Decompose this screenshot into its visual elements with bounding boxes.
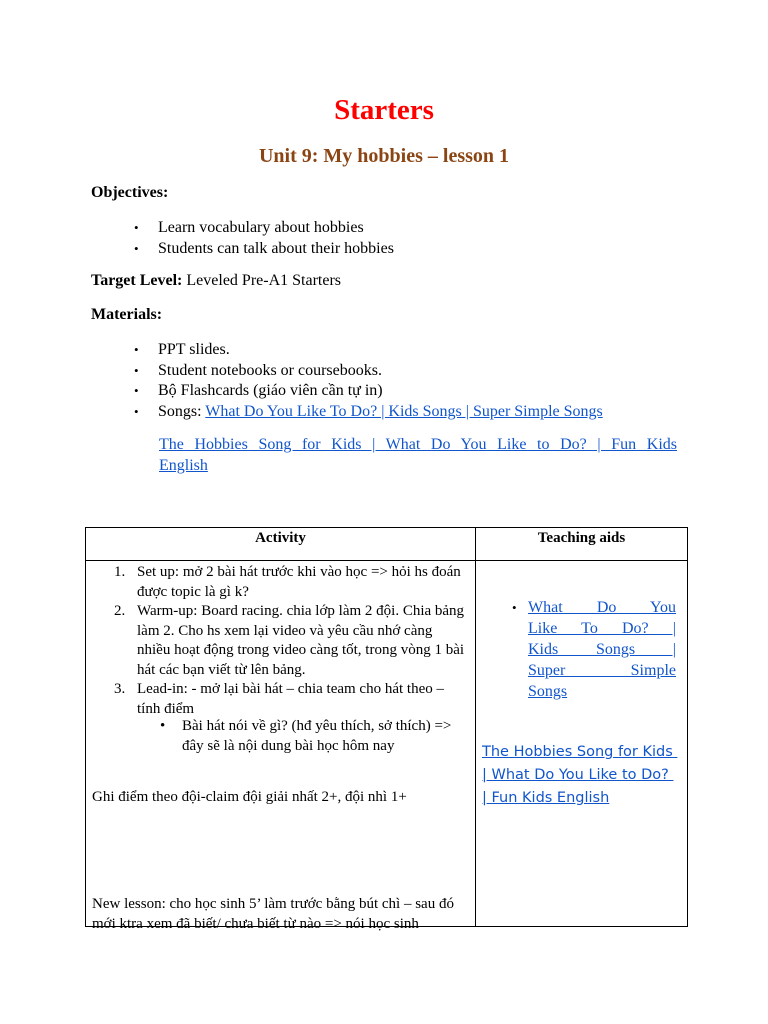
teaching-aids-cell — [476, 561, 688, 927]
materials-list — [134, 340, 603, 422]
step-number: 3. — [114, 681, 126, 697]
sub-bullet: • Bài hát nói về gì? (hđ yêu thích, sở thích) => đây sẽ là nội dung bài học hôm nay — [92, 717, 467, 756]
lesson-subtitle: Unit 9: My hobbies – lesson 1 — [258, 145, 510, 167]
aid-link-2[interactable] — [482, 741, 682, 810]
target-level-label: Target Level: — [91, 272, 183, 289]
aid-link-2-line: | What Do You Like to Do? — [482, 767, 674, 783]
aid-link-1[interactable] — [528, 597, 676, 702]
material-item-songs — [134, 402, 603, 423]
material-item: • Student notebooks or coursebooks. — [134, 361, 603, 382]
aid-link-2-line: | Fun Kids English — [482, 790, 610, 806]
target-level — [91, 272, 341, 290]
step-text: Warm-up: Board racing. chia lớp làm 2 đội. Chia bảng làm 2. Cho hs xem lại video và yêu cầu nhớ càng nhiều hoạt động trong video càng tốt, trong vòng 1 bài hát các bạn viết từ lên bảng. — [137, 603, 465, 678]
aid-link-2-line: The Hobbies Song for Kids — [482, 744, 678, 760]
song-link-2[interactable] — [159, 436, 677, 476]
activity-steps — [92, 563, 467, 719]
step-item — [92, 680, 467, 719]
song-link-2-line1: The Hobbies Song for Kids | What Do You Like to Do? | Fun Kids — [159, 436, 677, 453]
step-text: Lead-in: - mở lại bài hát – chia team cho hát theo – tính điểm — [137, 681, 444, 717]
aid-link-1-line: Songs — [528, 683, 568, 700]
aid-link-1-line: Super Simple — [528, 662, 676, 679]
objective-item: • Learn vocabulary about hobbies — [134, 218, 394, 239]
objectives-list — [134, 218, 394, 259]
document-title: Starters — [334, 94, 434, 126]
songs-prefix: Songs: — [158, 402, 206, 420]
step-number: 2. — [114, 603, 126, 619]
song-link-2-paragraph — [159, 434, 677, 476]
activity-cell — [86, 561, 476, 932]
table-header-row — [86, 528, 688, 561]
header-activity: Activity — [86, 528, 476, 561]
score-note: Ghi điểm theo đội-claim đội giải nhất 2+, đội nhì 1+ — [92, 789, 407, 805]
objective-item: • Students can talk about their hobbies — [134, 239, 394, 260]
song-link-2-line2: English — [159, 457, 208, 474]
new-lesson-note: New lesson: cho học sinh 5’ làm trước bằng bút chì – sau đó mới ktra xem đã biết/ chưa biết từ nào => nói học sinh — [92, 896, 454, 932]
step-text: Set up: mở 2 bài hát trước khi vào học => hỏi hs đoán được topic là gì k? — [137, 564, 461, 600]
step-number: 1. — [114, 564, 126, 580]
step-item — [92, 563, 467, 602]
objectives-label: Objectives: — [91, 184, 169, 201]
activity-table — [85, 527, 688, 932]
materials-label: Materials: — [91, 306, 163, 323]
target-level-value: Leveled Pre-A1 Starters — [182, 272, 341, 289]
header-teaching-aids: Teaching aids — [476, 528, 688, 561]
aid-link-1-line: Like To Do? | — [528, 620, 676, 637]
table-row — [86, 561, 688, 927]
aid-bullet: • — [512, 600, 517, 615]
step-item — [92, 602, 467, 680]
aid-link-1-line: Kids Songs | — [528, 641, 676, 658]
material-item: • Bộ Flashcards (giáo viên cần tự in) — [134, 381, 603, 402]
song-link-1[interactable]: What Do You Like To Do? | Kids Songs | Super Simple Songs — [205, 402, 603, 420]
material-item: • PPT slides. — [134, 340, 603, 361]
aid-link-1-line: What Do You — [528, 599, 676, 616]
